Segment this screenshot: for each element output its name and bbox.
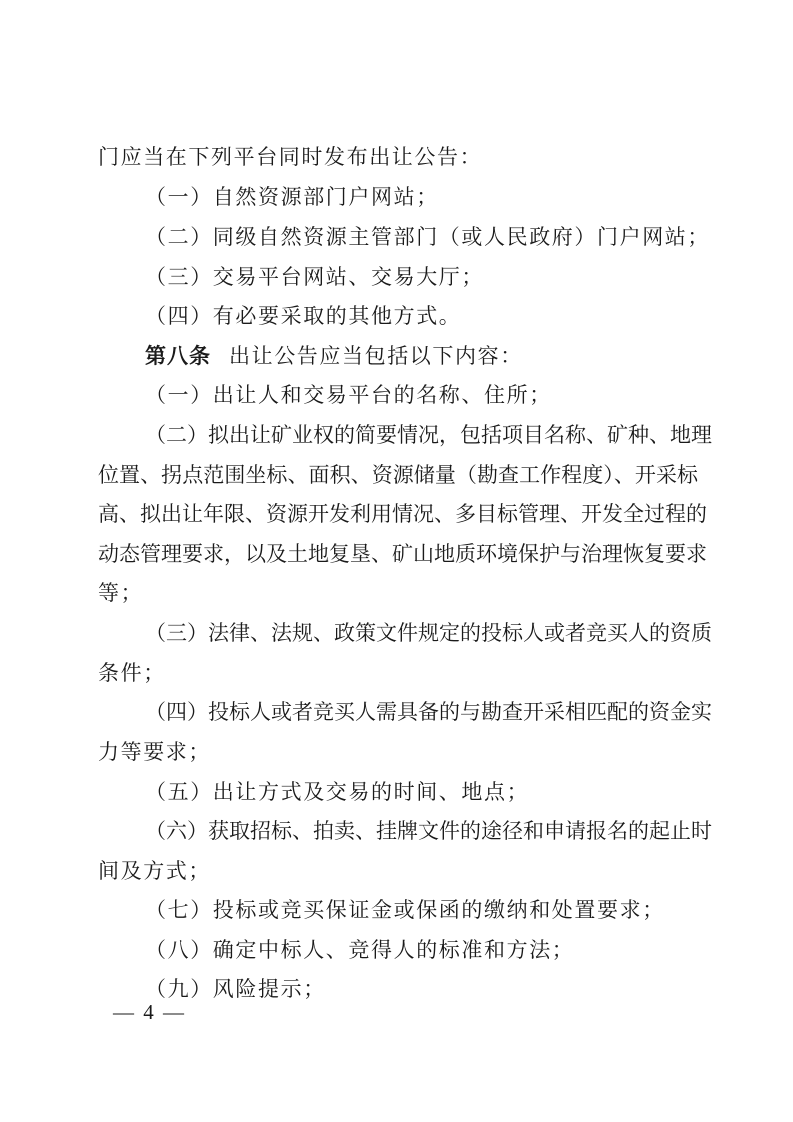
paragraph-line: 力等要求； xyxy=(98,740,211,764)
list-item: （八）确定中标人、竞得人的标准和方法； xyxy=(145,938,575,962)
list-item: （二）拟出让矿业权的简要情况，包括项目名称、矿种、地理 xyxy=(145,423,712,447)
paragraph-line: 门应当在下列平台同时发布出让公告： xyxy=(98,145,483,169)
paragraph-line: 间及方式； xyxy=(98,859,211,883)
article-text: 出让公告应当包括以下内容： xyxy=(229,344,523,368)
paragraph-line: 等； xyxy=(98,581,144,605)
paragraph-line: 位置、拐点范围坐标、面积、资源储量（勘查工作程度）、开采标 xyxy=(98,463,698,487)
list-item: （三）交易平台网站、交易大厅； xyxy=(145,265,484,289)
list-item: （五）出让方式及交易的时间、地点； xyxy=(145,780,530,804)
article-heading: 第八条 xyxy=(145,344,211,368)
list-item: （三）法律、法规、政策文件规定的投标人或者竞买人的资质 xyxy=(145,621,712,645)
paragraph-line: 高、拟出让年限、资源开发利用情况、多目标管理、开发全过程的 xyxy=(98,502,707,526)
list-item: （九）风险提示； xyxy=(145,977,326,1001)
list-item: （一）自然资源部门户网站； xyxy=(145,185,439,209)
list-item: （一）出让人和交易平台的名称、住所； xyxy=(145,383,552,407)
list-item: （二）同级自然资源主管部门（或人民政府）门户网站； xyxy=(145,225,710,249)
list-item: （四）投标人或者竞买人需具备的与勘查开采相匹配的资金实 xyxy=(145,700,712,724)
paragraph-line: 动态管理要求，以及土地复垦、矿山地质环境保护与治理恢复要求 xyxy=(98,542,707,566)
article-8 xyxy=(145,341,698,371)
list-item: （七）投标或竞买保证金或保函的缴纳和处置要求； xyxy=(145,898,665,922)
paragraph-line: 条件； xyxy=(98,661,166,685)
list-item: （四）有必要采取的其他方式。 xyxy=(145,304,462,328)
list-item: （六）获取招标、拍卖、挂牌文件的途径和申请报名的起止时 xyxy=(145,819,712,843)
page-number: — 4 — xyxy=(113,1000,186,1024)
